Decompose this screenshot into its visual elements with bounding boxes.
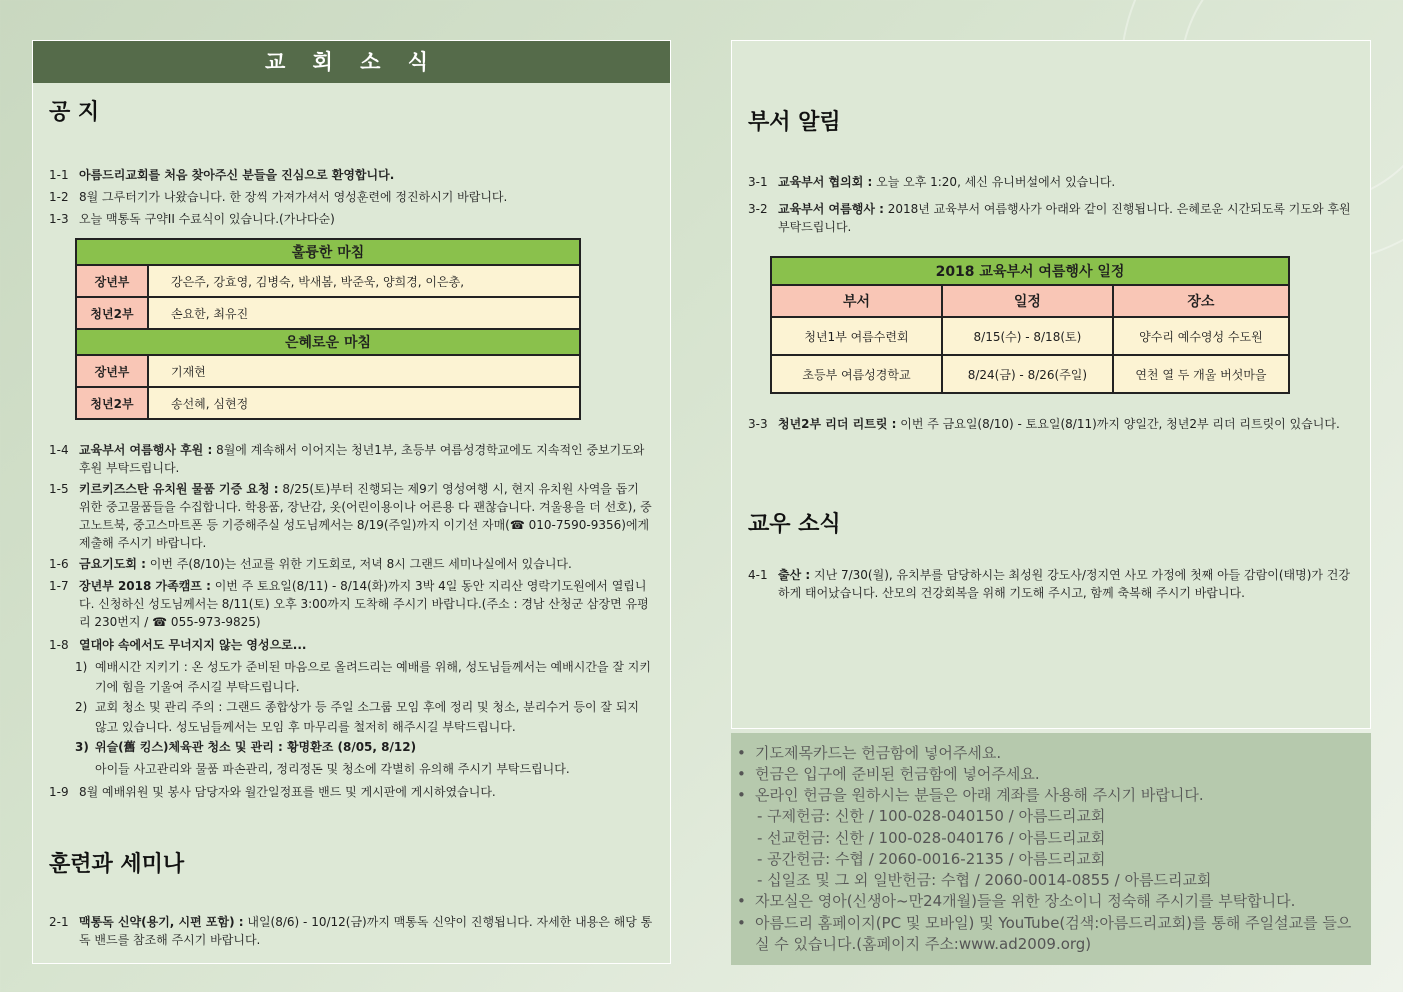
row-label: 청년2부 [76,297,148,329]
table-cell: 양수리 예수영성 수도원 [1113,317,1289,355]
item-text: 8/25(토)부터 진행되는 제9기 영성여행 시, 현지 유치원 사역을 돕기 위한 중고물품들을 수집합니다. 학용품, 장난감, 옷(어린이용이나 어른용 다 괜찮습니다. 겨울용을 더 선호), 중고노트북, 중고스마트폰 등 기증해주실 성도님께서는 8/19(주일)까지 이기선 자매(☎ 010-7590-9356)에게 제출해 주시기 바랍니다. [79,482,652,550]
notice-item-1-2 [49,188,659,206]
account-line: - 선교헌금: 신한 / 100-028-040176 / 아름드리교회 [757,829,1106,847]
info-text: 헌금은 입구에 준비된 헌금함에 넣어주세요. [755,765,1040,783]
item-title: 열대야 속에서도 무너지지 않는 영성으로... [79,638,307,652]
item-text: 오늘 오후 1:20, 세신 유니버설에서 있습니다. [872,175,1116,189]
item-number: 1-2 [49,190,69,204]
column-header: 일정 [942,285,1113,317]
info-text: 아름드리 홈페이지(PC 및 모바일) 및 YouTube(검색:아름드리교회)를 통해 주일설교를 들으실 수 있습니다.(홈페이지 주소:www.ad2009.org) [755,914,1352,953]
info-bullet [737,743,1357,764]
table-row [76,355,580,387]
item-number: 3-1 [748,175,768,189]
bullet-icon: • [737,744,746,762]
item-number: 1-4 [49,443,69,457]
dept-item-3-1 [748,173,1354,191]
info-text: 온라인 헌금을 원하시는 분들은 아래 계좌를 사용해 주시기 바랍니다. [755,786,1204,804]
notice-heading: 공 지 [49,100,100,125]
bullet-icon: • [737,914,746,932]
item-text: 8월에 계속해서 이어지는 청년1부, 초등부 여름성경학교에도 지속적인 중보기도와 후원 부탁드립니다. [79,443,645,475]
department-news-panel [731,40,1371,729]
notice-item-1-8 [49,636,653,654]
table-cell: 연천 열 두 개울 버섯마을 [1113,355,1289,393]
item-number: 4-1 [748,568,768,582]
schedule-title: 2018 교육부서 여름행사 일정 [771,257,1289,285]
info-bullet [737,913,1357,955]
summer-schedule-table [770,256,1290,394]
item-number: 2-1 [49,915,69,929]
offering-info-panel [731,733,1371,965]
item-text: 8월 그루터기가 나왔습니다. 한 장씩 가져가셔서 영성훈련에 정진하시기 바랍니다. [79,190,508,204]
item-number: 1-5 [49,482,69,496]
item-number: 1-8 [49,638,69,652]
row-label: 장년부 [76,265,148,297]
sub-item-1 [75,657,653,697]
item-number: 3-2 [748,202,768,216]
info-bullet [737,785,1357,806]
table-row [771,355,1289,393]
item-text: 지난 7/30(월), 유치부를 담당하시는 최성원 강도사/정지연 사모 가정에 첫째 아들 감람이(태명)가 건강하게 태어났습니다. 산모의 건강회복을 위해 기도해 주시고, 함께 축복해 주시기 바랍니다. [778,568,1350,600]
bullet-icon: • [737,765,746,783]
row-value: 강은주, 강효영, 김병숙, 박새봄, 박준욱, 양희경, 이은총, [148,265,580,297]
item-number: 1-9 [49,785,69,799]
item-text: 이번 주 토요일(8/11) - 8/14(화)까지 3박 4일 동안 지리산 영락기도원에서 열립니다. 신청하신 성도님께서는 8/11(토) 오후 3:00까지 도착해 주시기 바랍니다.(주소 : 경남 산청군 삼장면 유평리 230번지 / ☎ 055-973-9825) [79,579,649,629]
training-item-2-1 [49,913,653,949]
table-row [76,387,580,419]
sub-text: 예배시간 지키기 : 온 성도가 준비된 마음으로 올려드리는 예배를 위해, 성도님들께서는 예배시간을 잘 지키기에 힘을 기울여 주시길 부탁드립니다. [95,660,651,694]
item-text: 2018년 교육부서 여름행사가 아래와 같이 진행됩니다. 은혜로운 시간되도록 기도와 후원 부탁드립니다. [778,202,1351,234]
account-line: - 십일조 및 그 외 일반헌금: 수협 / 2060-0014-0855 / 아름드리교회 [757,871,1212,889]
item-text: 이번 주 금요일(8/10) - 토요일(8/11)까지 양일간, 청년2부 리더 리트릿이 있습니다. [896,417,1340,431]
notice-item-1-9 [49,783,653,801]
sub-number: 1) [75,660,88,674]
notice-item-1-7 [49,577,653,631]
table-row [771,317,1289,355]
item-title: 장년부 2018 가족캠프 : [79,579,211,593]
item-title: 교육부서 여름행사 : [778,202,884,216]
item-title: 금요기도회 : [79,557,146,571]
notice-item-1-5 [49,480,653,552]
column-header: 장소 [1113,285,1289,317]
notice-item-1-3 [49,210,659,228]
sub-text: 교회 청소 및 관리 주의 : 그랜드 종합상가 등 주일 소그룹 모임 후에 정리 및 청소, 분리수거 등이 잘 되지 않고 있습니다. 성도님들께서는 모임 후 마무리를 철저히 해주시길 부탁드립니다. [95,700,640,734]
table-section-header: 훌륭한 마침 [76,239,580,265]
row-value: 손요한, 최유진 [148,297,580,329]
row-label: 장년부 [76,355,148,387]
sub-number: 3) [75,740,89,754]
notice-item-1-6 [49,555,653,573]
church-news-panel [32,40,671,964]
sub-item-3 [75,737,653,757]
info-bullet [737,764,1357,785]
item-number: 1-7 [49,579,69,593]
item-number: 1-1 [49,168,69,182]
table-section-header: 은혜로운 마침 [76,329,580,355]
notice-item-1-1 [49,166,659,184]
bullet-icon: • [737,892,746,910]
info-text: 기도제목카드는 헌금함에 넣어주세요. [755,744,1002,762]
account-line: - 공간헌금: 수협 / 2060-0016-2135 / 아름드리교회 [757,850,1106,868]
item-number: 3-3 [748,417,768,431]
item-text: 8월 예배위원 및 봉사 담당자와 월간일정표를 밴드 및 게시판에 게시하였습니다. [79,785,496,799]
item-text: 아름드리교회를 처음 찾아주신 분들을 진심으로 환영합니다. [79,168,395,182]
member-heading: 교우 소식 [748,512,841,537]
table-cell: 8/15(수) - 8/18(토) [942,317,1113,355]
info-bullet [737,891,1357,912]
sub-text: 위슬(舊 킹스)체육관 청소 및 관리 : 황명환조 (8/05, 8/12) [95,740,417,754]
notice-item-1-4 [49,441,653,477]
sub-item-3-note: 아이들 사고관리와 물품 파손관리, 정리정돈 및 청소에 각별히 유의해 주시기 부탁드립니다. [95,762,570,776]
item-title: 맥통독 신약(용기, 시편 포함) : [79,915,244,929]
table-row [76,265,580,297]
dept-heading: 부서 알림 [748,110,841,135]
item-number: 1-3 [49,212,69,226]
training-heading: 훈련과 세미나 [49,852,185,877]
item-title: 키르키즈스탄 유치원 물품 기증 요청 : [79,482,279,496]
member-item-4-1 [748,566,1354,602]
row-value: 송선혜, 심현정 [148,387,580,419]
item-text: 오늘 맥통독 구약II 수료식이 있습니다.(가나다순) [79,212,335,226]
graduation-table [75,238,581,420]
row-label: 청년2부 [76,387,148,419]
item-title: 교육부서 여름행사 후원 : [79,443,213,457]
item-title: 청년2부 리더 리트릿 : [778,417,897,431]
item-title: 출산 : [778,568,811,582]
bullet-icon: • [737,786,746,804]
sub-item-2 [75,697,653,737]
info-text: 자모실은 영아(신생아~만24개월)들을 위한 장소이니 정숙해 주시기를 부탁합니다. [755,892,1296,910]
table-cell: 청년1부 여름수련회 [771,317,942,355]
item-text: 내일(8/6) - 10/12(금)까지 맥통독 신약이 진행됩니다. 자세한 내용은 해당 통독 밴드를 참조해 주시기 바랍니다. [79,915,653,947]
sub-number: 2) [75,700,88,714]
church-news-banner: 교 회 소 식 [33,41,670,83]
row-value: 기재현 [148,355,580,387]
column-header: 부서 [771,285,942,317]
table-cell: 8/24(금) - 8/26(주일) [942,355,1113,393]
account-line: - 구제헌금: 신한 / 100-028-040150 / 아름드리교회 [757,807,1106,825]
item-title: 교육부서 협의회 : [778,175,873,189]
table-cell: 초등부 여름성경학교 [771,355,942,393]
item-number: 1-6 [49,557,69,571]
dept-item-3-3 [748,415,1354,433]
dept-item-3-2 [748,200,1354,236]
item-text: 이번 주(8/10)는 선교를 위한 기도회로, 저녁 8시 그랜드 세미나실에서 있습니다. [145,557,572,571]
table-row [76,297,580,329]
